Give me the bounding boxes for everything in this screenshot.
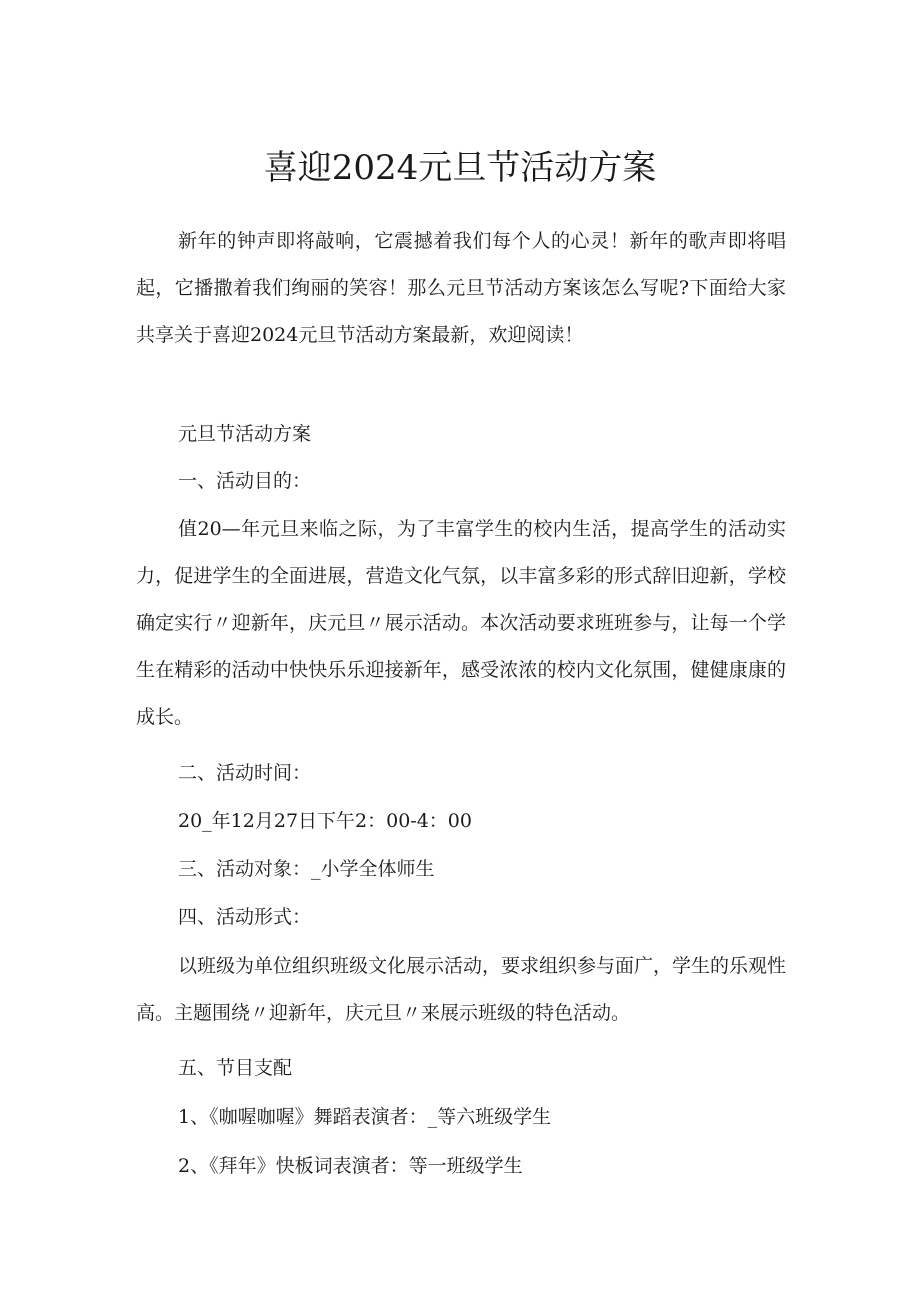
section-title: 元旦节活动方案 bbox=[178, 423, 312, 445]
heading-purpose: 一、活动目的： bbox=[178, 470, 312, 492]
heading-time: 二、活动时间： bbox=[178, 762, 312, 784]
activity-time: 20_年12月27日下午2：00-4：00 bbox=[178, 810, 472, 832]
intro-paragraph: 新年的钟声即将敲响，它震撼着我们每个人的心灵！新年的歌声即将唱起，它播撒着我们绚丽的笑容！那么元旦节活动方案该怎么写呢?下面给大家共享关于喜迎2024元旦节活动方案最新，欢迎阅读！ bbox=[136, 230, 786, 346]
heading-program: 五、节目支配 bbox=[178, 1057, 293, 1079]
heading-audience: 三、活动对象：_小学全体师生 bbox=[178, 858, 435, 880]
format-paragraph: 以班级为单位组织班级文化展示活动，要求组织参与面广，学生的乐观性高。主题围绕〃迎新年，庆元旦〃来展示班级的特色活动。 bbox=[136, 955, 787, 1024]
heading-format: 四、活动形式： bbox=[178, 906, 312, 928]
purpose-paragraph: 值20—年元旦来临之际，为了丰富学生的校内生活，提高学生的活动实力，促进学生的全面进展，营造文化气氛，以丰富多彩的形式辞旧迎新，学校确定实行〃迎新年，庆元旦〃展示活动。本次活动要求班班参与，让每一个学生在精彩的活动中快快乐乐迎接新年，感受浓浓的校内文化氛围，健健康康的成长。 bbox=[136, 518, 786, 728]
program-item-1: 1、《咖喔咖喔》舞蹈表演者：_等六班级学生 bbox=[178, 1106, 552, 1128]
program-item-2: 2、《拜年》快板词表演者：等一班级学生 bbox=[178, 1155, 523, 1177]
document-title: 喜迎2024元旦节活动方案 bbox=[263, 148, 657, 188]
